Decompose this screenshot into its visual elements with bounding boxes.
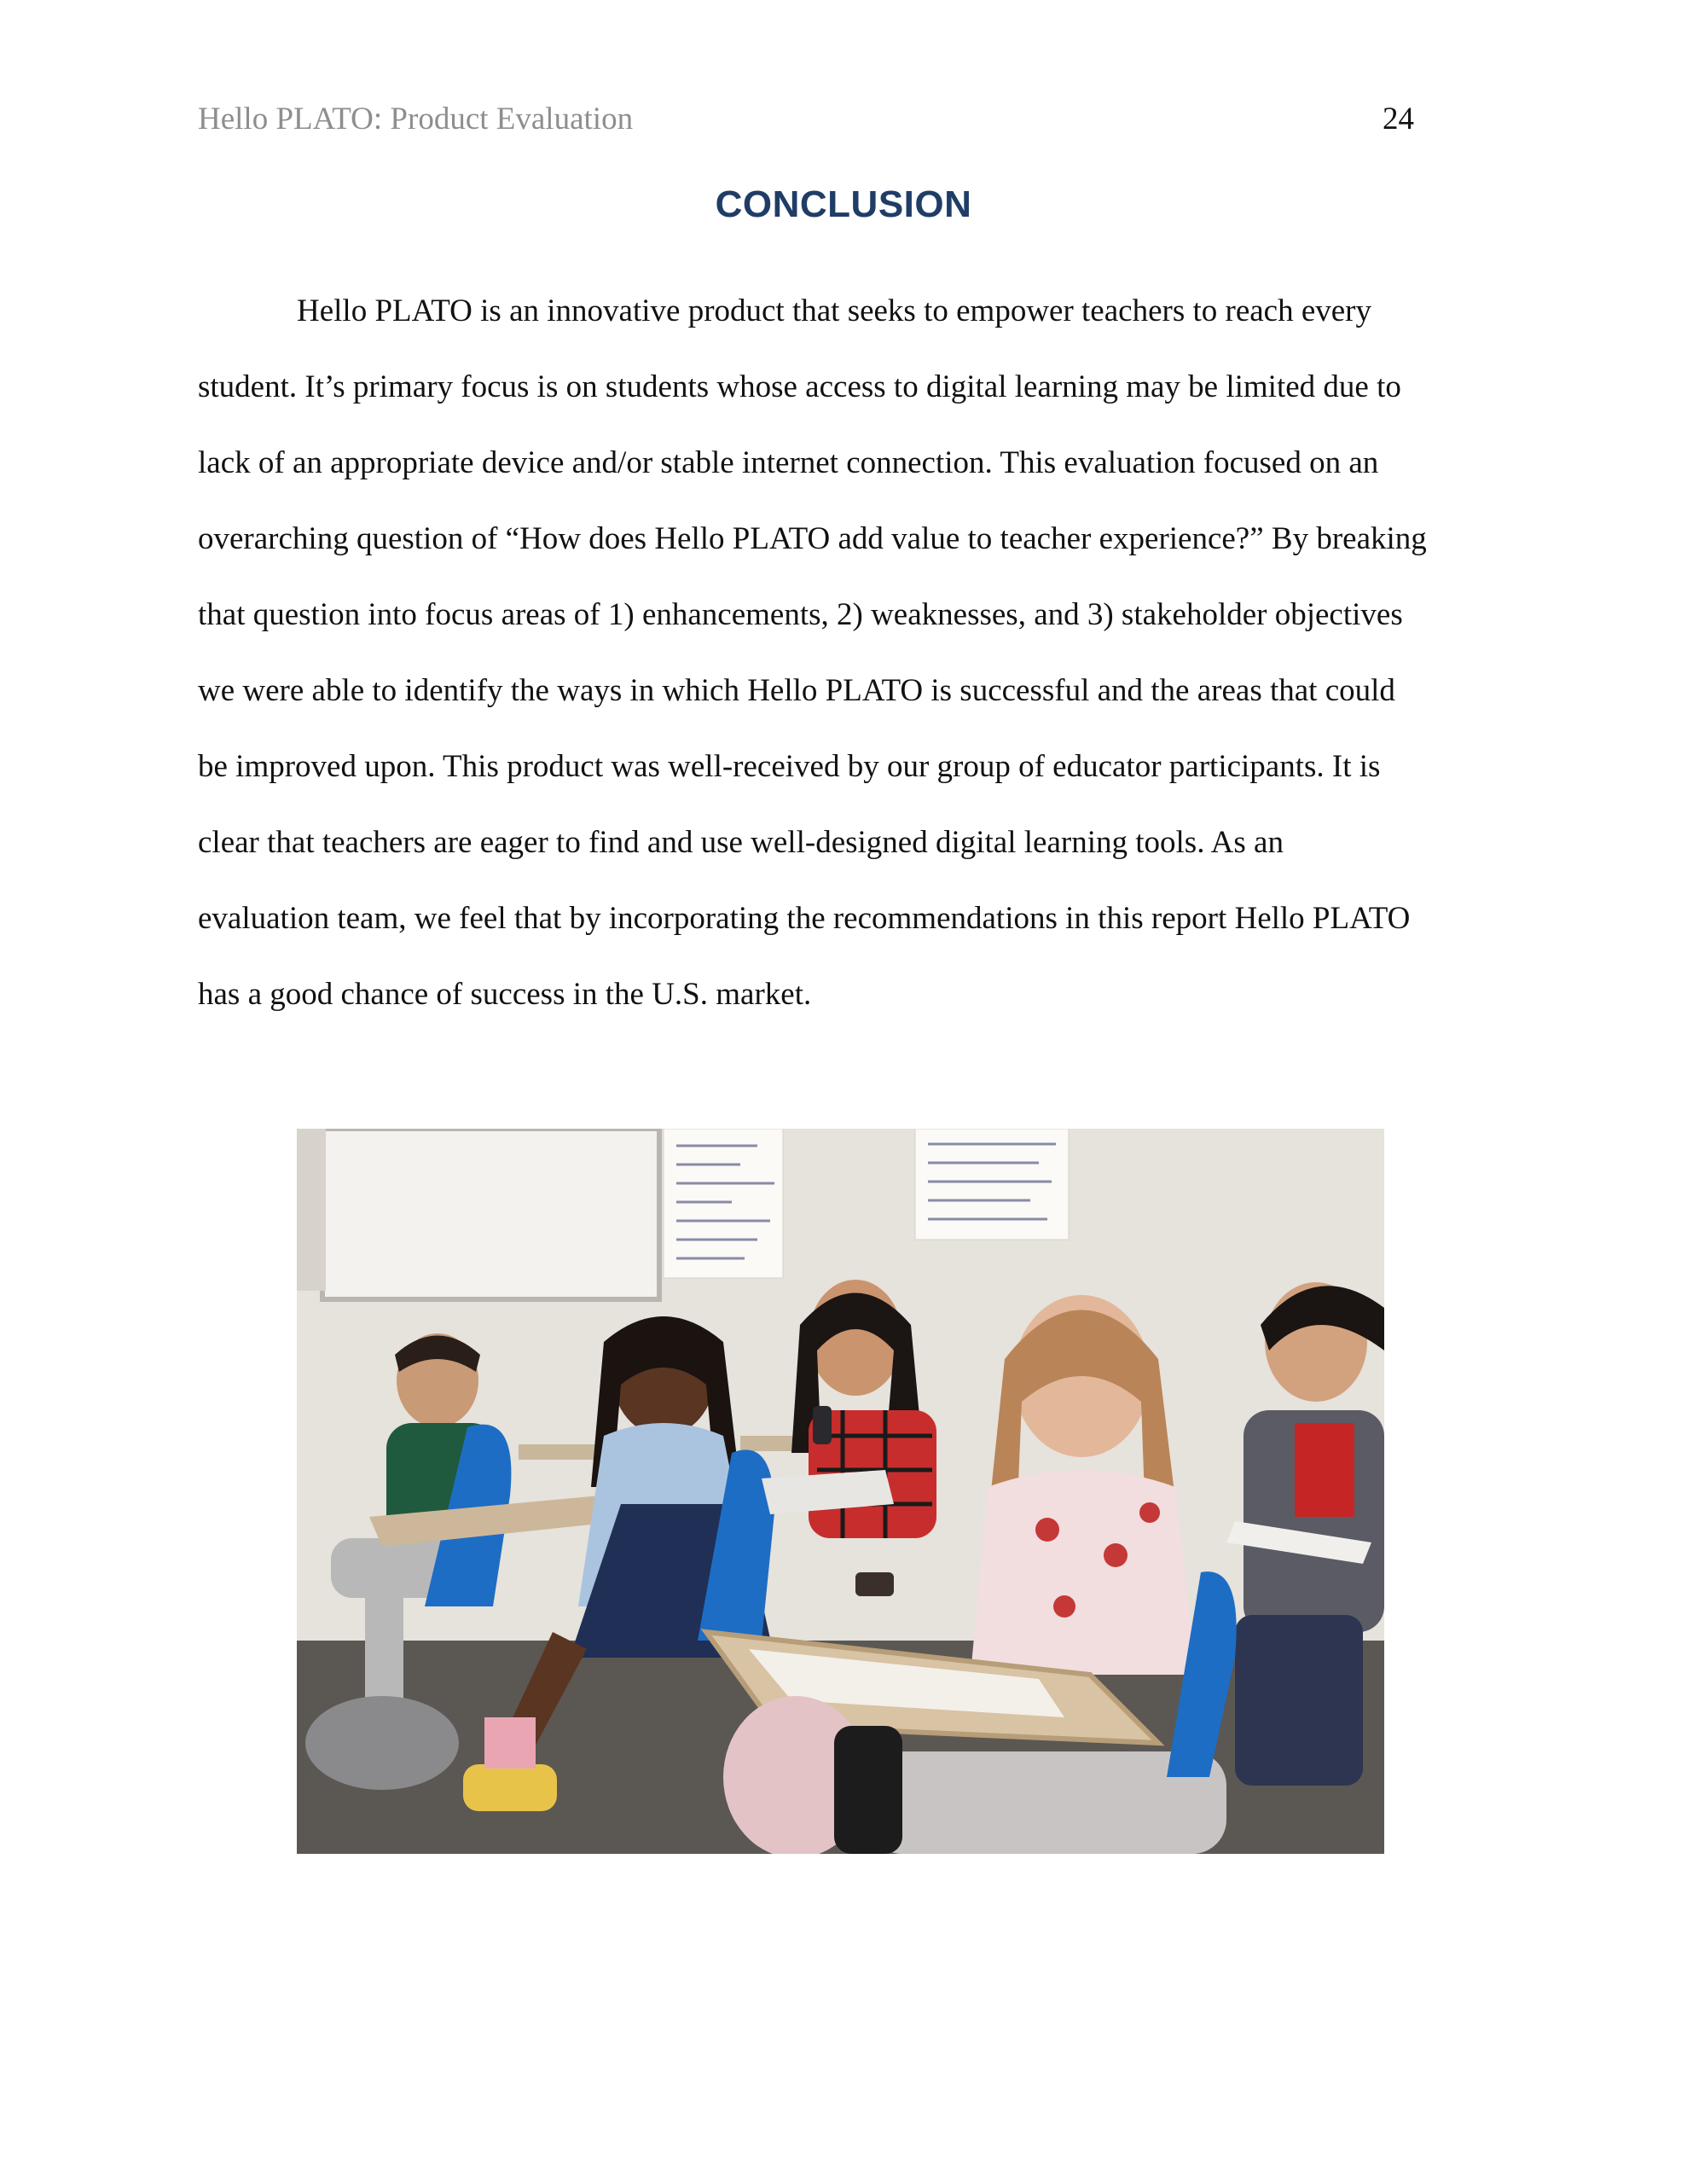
phone-girl-dark <box>813 1406 832 1444</box>
paragraph-line: evaluation team, we feel that by incorporating the recommendations in this report Hello PLATO <box>198 901 1411 936</box>
paragraph-line: that question into focus areas of 1) enhancements, 2) weaknesses, and 3) stakeholder objectives <box>198 597 1403 632</box>
girl-braids-shoe <box>463 1764 557 1811</box>
paragraph-line: Hello PLATO is an innovative product that seeks to empower teachers to reach every <box>297 293 1372 328</box>
whiteboard <box>322 1129 659 1299</box>
paragraph-line: lack of an appropriate device and/or stable internet connection. This evaluation focused on an <box>198 445 1379 480</box>
classroom-photo <box>297 1129 1384 1854</box>
phone-girl-front <box>855 1572 894 1596</box>
conclusion-paragraph <box>198 288 1494 1047</box>
bag-left <box>305 1696 459 1790</box>
girl-front-top <box>971 1470 1197 1675</box>
paragraph-line: has a good chance of success in the U.S. market. <box>198 977 812 1012</box>
running-head <box>198 101 1414 140</box>
whiteboard-edge <box>297 1129 326 1291</box>
classroom-illustration <box>297 1129 1384 1854</box>
paragraph-line: be improved upon. This product was well-received by our group of educator participants. It is <box>198 749 1381 784</box>
paragraph-line: overarching question of “How does Hello PLATO add value to teacher experience?” By breaking <box>198 521 1427 556</box>
paragraph-line: student. It’s primary focus is on students whose access to digital learning may be limited due to <box>198 369 1401 404</box>
section-heading: CONCLUSION <box>715 183 972 225</box>
page-number: 24 <box>1383 102 1414 136</box>
paragraph-line: clear that teachers are eager to find and use well-designed digital learning tools. As an <box>198 825 1284 860</box>
paragraph-line: we were able to identify the ways in which Hello PLATO is successful and the areas that could <box>198 673 1395 708</box>
running-title: Hello PLATO: Product Evaluation <box>198 102 634 136</box>
boy-right-shirt <box>1295 1423 1354 1517</box>
